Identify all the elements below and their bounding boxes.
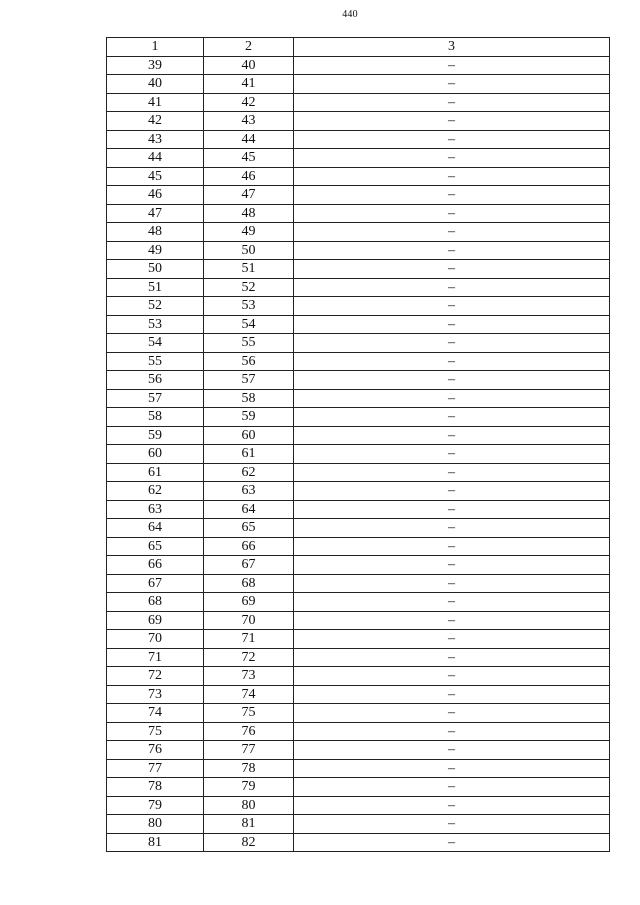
table-header	[107, 38, 610, 57]
table-cell-col-1: 45	[107, 167, 204, 186]
table-cell-col-3: –	[294, 260, 610, 279]
table-cell-col-1: 42	[107, 112, 204, 131]
table-cell-col-3: –	[294, 482, 610, 501]
table-cell-col-1: 52	[107, 297, 204, 316]
table-cell-col-3: –	[294, 667, 610, 686]
table-cell-col-2: 65	[204, 519, 294, 538]
table-cell-col-1: 68	[107, 593, 204, 612]
table-cell-col-1: 53	[107, 315, 204, 334]
page-number: 440	[342, 9, 358, 20]
table-cell-col-2: 64	[204, 500, 294, 519]
table-cell-col-3: –	[294, 408, 610, 427]
table-cell-col-2: 56	[204, 352, 294, 371]
table-cell-col-3: –	[294, 278, 610, 297]
table-row	[107, 112, 610, 131]
table-cell-col-1: 58	[107, 408, 204, 427]
table-row	[107, 741, 610, 760]
table-cell-col-2: 66	[204, 537, 294, 556]
table-cell-col-2: 72	[204, 648, 294, 667]
table-cell-col-1: 50	[107, 260, 204, 279]
table-cell-col-1: 81	[107, 833, 204, 852]
table-cell-col-3: –	[294, 56, 610, 75]
table-cell-col-3: –	[294, 593, 610, 612]
table-cell-col-1: 73	[107, 685, 204, 704]
table-row	[107, 241, 610, 260]
table-row	[107, 149, 610, 168]
table-row	[107, 278, 610, 297]
table-cell-col-1: 74	[107, 704, 204, 723]
table-cell-col-2: 79	[204, 778, 294, 797]
table-cell-col-1: 75	[107, 722, 204, 741]
table-cell-col-2: 75	[204, 704, 294, 723]
table-cell-col-1: 67	[107, 574, 204, 593]
table-cell-col-3: –	[294, 630, 610, 649]
table-cell-col-2: 80	[204, 796, 294, 815]
column-header-1: 1	[107, 38, 204, 57]
table-cell-col-1: 61	[107, 463, 204, 482]
table-cell-col-3: –	[294, 537, 610, 556]
table-row	[107, 667, 610, 686]
table-cell-col-1: 48	[107, 223, 204, 242]
table-row	[107, 630, 610, 649]
table-cell-col-2: 54	[204, 315, 294, 334]
table-cell-col-1: 40	[107, 75, 204, 94]
table-cell-col-2: 76	[204, 722, 294, 741]
table-cell-col-3: –	[294, 426, 610, 445]
table-row	[107, 75, 610, 94]
table-row	[107, 130, 610, 149]
table-cell-col-1: 56	[107, 371, 204, 390]
table-cell-col-1: 44	[107, 149, 204, 168]
table-cell-col-1: 43	[107, 130, 204, 149]
table-cell-col-1: 47	[107, 204, 204, 223]
table-row	[107, 426, 610, 445]
table-cell-col-2: 52	[204, 278, 294, 297]
table-cell-col-3: –	[294, 297, 610, 316]
table-cell-col-3: –	[294, 741, 610, 760]
table-cell-col-3: –	[294, 352, 610, 371]
table-row	[107, 334, 610, 353]
table-cell-col-2: 44	[204, 130, 294, 149]
table-cell-col-3: –	[294, 704, 610, 723]
table-row	[107, 93, 610, 112]
table-row	[107, 389, 610, 408]
table-cell-col-3: –	[294, 334, 610, 353]
table-cell-col-3: –	[294, 315, 610, 334]
table-row	[107, 759, 610, 778]
table-cell-col-3: –	[294, 167, 610, 186]
table-cell-col-2: 47	[204, 186, 294, 205]
table-cell-col-2: 70	[204, 611, 294, 630]
table-header-row	[107, 38, 610, 57]
table-cell-col-2: 40	[204, 56, 294, 75]
table-cell-col-3: –	[294, 204, 610, 223]
table-cell-col-3: –	[294, 130, 610, 149]
table-cell-col-3: –	[294, 445, 610, 464]
table-row	[107, 833, 610, 852]
table-cell-col-1: 54	[107, 334, 204, 353]
table-cell-col-2: 50	[204, 241, 294, 260]
table-row	[107, 186, 610, 205]
table-row	[107, 685, 610, 704]
table-cell-col-1: 64	[107, 519, 204, 538]
table-cell-col-2: 51	[204, 260, 294, 279]
table-cell-col-1: 49	[107, 241, 204, 260]
table-cell-col-3: –	[294, 574, 610, 593]
table-cell-col-1: 57	[107, 389, 204, 408]
table-cell-col-2: 61	[204, 445, 294, 464]
table-cell-col-3: –	[294, 389, 610, 408]
table-cell-col-2: 67	[204, 556, 294, 575]
table-row	[107, 537, 610, 556]
table-cell-col-1: 63	[107, 500, 204, 519]
table-cell-col-3: –	[294, 112, 610, 131]
table-cell-col-2: 43	[204, 112, 294, 131]
table-cell-col-2: 68	[204, 574, 294, 593]
table-cell-col-1: 78	[107, 778, 204, 797]
table-row	[107, 352, 610, 371]
table-row	[107, 574, 610, 593]
table-cell-col-2: 82	[204, 833, 294, 852]
table-cell-col-1: 76	[107, 741, 204, 760]
table-cell-col-3: –	[294, 685, 610, 704]
table-row	[107, 371, 610, 390]
table-cell-col-3: –	[294, 759, 610, 778]
table-cell-col-2: 77	[204, 741, 294, 760]
table-cell-col-2: 60	[204, 426, 294, 445]
table-cell-col-2: 53	[204, 297, 294, 316]
table-row	[107, 500, 610, 519]
table-row	[107, 204, 610, 223]
column-header-3: 3	[294, 38, 610, 57]
table-cell-col-2: 49	[204, 223, 294, 242]
column-header-2: 2	[204, 38, 294, 57]
table-cell-col-2: 41	[204, 75, 294, 94]
table-cell-col-1: 60	[107, 445, 204, 464]
table-row	[107, 593, 610, 612]
table-row	[107, 167, 610, 186]
table-cell-col-3: –	[294, 815, 610, 834]
table-cell-col-1: 66	[107, 556, 204, 575]
table-cell-col-1: 69	[107, 611, 204, 630]
table-row	[107, 463, 610, 482]
table-cell-col-3: –	[294, 796, 610, 815]
table-cell-col-1: 72	[107, 667, 204, 686]
table-cell-col-3: –	[294, 463, 610, 482]
table-row	[107, 482, 610, 501]
table-cell-col-3: –	[294, 500, 610, 519]
table-cell-col-3: –	[294, 519, 610, 538]
table-cell-col-2: 73	[204, 667, 294, 686]
table-cell-col-2: 46	[204, 167, 294, 186]
table-cell-col-3: –	[294, 186, 610, 205]
table-row	[107, 223, 610, 242]
table-cell-col-3: –	[294, 223, 610, 242]
table-cell-col-2: 78	[204, 759, 294, 778]
table-cell-col-2: 45	[204, 149, 294, 168]
table-cell-col-2: 69	[204, 593, 294, 612]
table-row	[107, 519, 610, 538]
table-cell-col-1: 41	[107, 93, 204, 112]
table-cell-col-2: 57	[204, 371, 294, 390]
table-cell-col-3: –	[294, 611, 610, 630]
table-cell-col-3: –	[294, 371, 610, 390]
table-body	[107, 56, 610, 852]
table-row	[107, 704, 610, 723]
table-row	[107, 260, 610, 279]
table-cell-col-3: –	[294, 149, 610, 168]
table-cell-col-1: 39	[107, 56, 204, 75]
table-cell-col-2: 81	[204, 815, 294, 834]
table-cell-col-1: 59	[107, 426, 204, 445]
table-row	[107, 315, 610, 334]
table-cell-col-3: –	[294, 778, 610, 797]
table-cell-col-2: 71	[204, 630, 294, 649]
table-cell-col-1: 65	[107, 537, 204, 556]
table-row	[107, 556, 610, 575]
table-cell-col-2: 59	[204, 408, 294, 427]
table-cell-col-1: 77	[107, 759, 204, 778]
table-cell-col-1: 70	[107, 630, 204, 649]
table-cell-col-1: 51	[107, 278, 204, 297]
table-cell-col-3: –	[294, 722, 610, 741]
table-cell-col-3: –	[294, 93, 610, 112]
table-cell-col-3: –	[294, 241, 610, 260]
table-row	[107, 815, 610, 834]
table-cell-col-2: 55	[204, 334, 294, 353]
table-cell-col-2: 58	[204, 389, 294, 408]
table-row	[107, 56, 610, 75]
table-row	[107, 297, 610, 316]
table-row	[107, 408, 610, 427]
table-cell-col-3: –	[294, 556, 610, 575]
table-row	[107, 796, 610, 815]
table-row	[107, 722, 610, 741]
table-cell-col-1: 55	[107, 352, 204, 371]
table-cell-col-2: 62	[204, 463, 294, 482]
table-row	[107, 648, 610, 667]
table-cell-col-2: 74	[204, 685, 294, 704]
table-cell-col-2: 48	[204, 204, 294, 223]
table-cell-col-1: 71	[107, 648, 204, 667]
table-cell-col-2: 42	[204, 93, 294, 112]
table-row	[107, 445, 610, 464]
table-cell-col-3: –	[294, 648, 610, 667]
table-row	[107, 778, 610, 797]
table-cell-col-1: 80	[107, 815, 204, 834]
data-table	[106, 37, 610, 852]
table-cell-col-1: 46	[107, 186, 204, 205]
table-row	[107, 611, 610, 630]
table-cell-col-1: 62	[107, 482, 204, 501]
table-cell-col-3: –	[294, 75, 610, 94]
table-cell-col-1: 79	[107, 796, 204, 815]
table-cell-col-3: –	[294, 833, 610, 852]
table-cell-col-2: 63	[204, 482, 294, 501]
